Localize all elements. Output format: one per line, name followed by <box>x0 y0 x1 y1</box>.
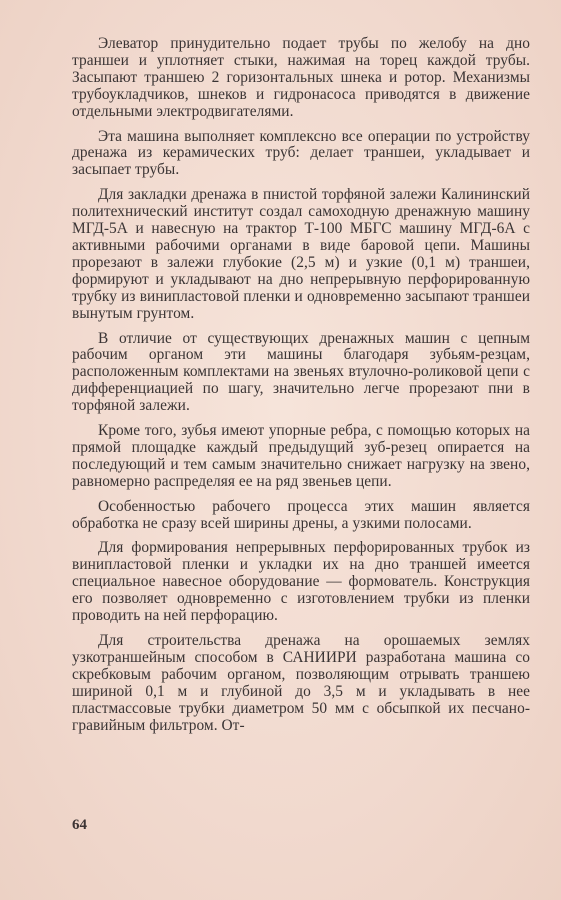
paragraph-3: Для закладки дренажа в пнистой торфяной залежи Калининский политехнический институт создал самоходную дренажную машину МГД-5А и навесную на трактор Т-100 МБГС машину МГД-6А с активными рабочими органами в виде баровой цепи. Машины прорезают в залежи глубокие (2,5 м) и узкие (0,1 м) траншеи, формируют и укладывают на дно непрерывную перфорированную трубку из винипластовой пленки и одновременно засыпают траншеи вынутым грунтом. <box>72 186 530 322</box>
paragraph-2: Эта машина выполняет комплексно все операции по устройству дренажа из керамических труб: делает траншеи, укладывает и засыпает трубы. <box>72 127 530 179</box>
page-number: 64 <box>72 817 87 833</box>
paragraph-7: Для формирования непрерывных перфорированных трубок из винипластовой пленки и укладки их на дно траншей имеется специальное навесное оборудование — формователь. Конструкция его позволяет одновременно с изготовлением трубки из пленки проводить на ней перфорацию. <box>72 539 530 625</box>
paragraph-5: Кроме того, зубья имеют упорные ребра, с помощью которых на прямой площадке каждый предыдущий зуб-резец опирается на последующий и тем самым значительно снижает нагрузку на звено, равномерно распределяя ее на ряд звеньев цепи. <box>72 422 530 490</box>
paragraph-4: В отличие от существующих дренажных машин с цепным рабочим органом эти машины благодаря зубьям-резцам, расположенным комплектами на звеньях втулочно-роликовой цепи с дифференциацией по шагу, значительно легче прорезают пни в торфяной залежи. <box>72 329 530 415</box>
paragraph-6: Особенностью рабочего процесса этих машин является обработка не сразу всей ширины дрены, а узкими полосами. <box>72 497 530 532</box>
page-text-column <box>72 36 530 742</box>
paragraph-1: Элеватор принудительно подает трубы по желобу на дно траншеи и уплотняет стыки, нажимая на торец каждой трубы. Засыпают траншею 2 горизонтальных шнека и ротор. Механизмы трубоукладчиков, шнеков и гидронасоса приводятся в движение отдельными электродвигателями. <box>72 35 530 120</box>
paragraph-8: Для строительства дренажа на орошаемых землях узкотраншейным способом в САНИИРИ разработана машина со скребковым рабочим органом, позволяющим отрывать траншею шириной 0,1 м и глубиной до 3,5 м и укладывать в нее пластмассовые трубки диаметром 50 мм с обсыпкой их песчано-гравийным фильтром. От- <box>72 632 530 734</box>
